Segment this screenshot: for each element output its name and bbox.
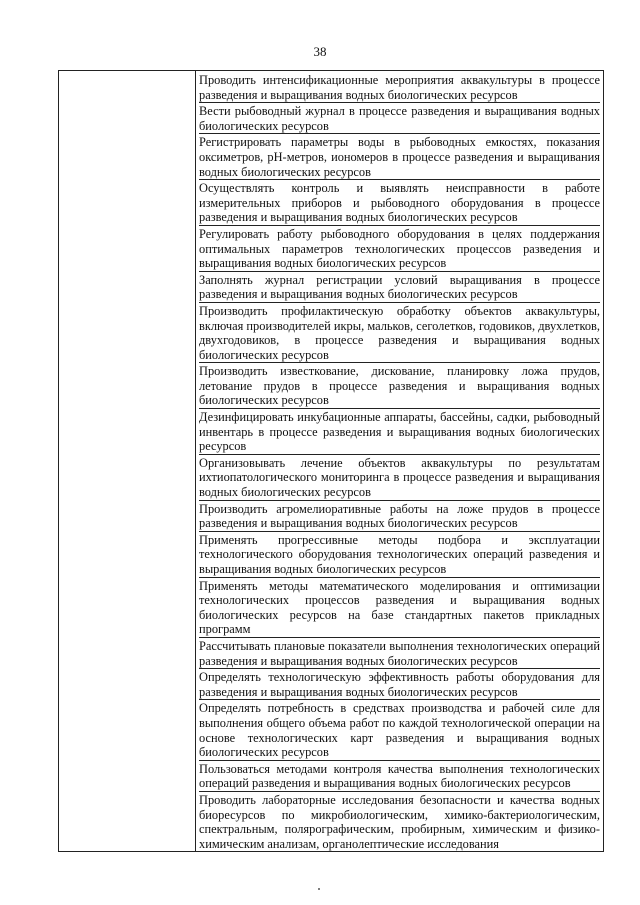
list-item: Дезинфицировать инкубационные аппараты, бассейны, садки, рыбоводный инвентарь в процессе разведения и выращивания водных биологических ресурсов: [199, 410, 600, 454]
list-item: Определять технологическую эффективность работы оборудования для разведения и выращивания водных биологических ресурсов: [199, 670, 600, 699]
list-item: Производить профилактическую обработку объектов аквакультуры, включая производителей икры, мальков, сеголетков, годовиков, двухлетков, двухгодовиков, в процессе разведения и выращивания водных биологических ресурсов: [199, 303, 600, 362]
list-item: Применять прогрессивные методы подбора и эксплуатации технологического оборудования технологических операций разведения и выращивания водных биологических ресурсов: [199, 532, 600, 576]
list-item: Производить известкование, дискование, планировку ложа прудов, летование прудов в процессе разведения и выращивания водных биологических ресурсов: [199, 364, 600, 408]
list-item: Применять методы математического моделирования и оптимизации технологических процессов разведения и выращивания водных биологических ресурсов на базе стандартных пакетов прикладных программ: [199, 578, 600, 637]
page-number: 38: [313, 44, 327, 59]
list-item: Организовывать лечение объектов аквакультуры по результатам ихтиопатологического мониторинга в процессе разведения и выращивания водных биологических ресурсов: [199, 455, 600, 500]
table-row: [59, 71, 604, 852]
list-item: Регистрировать параметры воды в рыбоводных емкостях, показания оксиметров, рН-метров, иономеров в процессе разведения и выращивания водных биологических ресурсов: [199, 135, 600, 179]
empty-left-cell: [59, 71, 196, 852]
list-item: Рассчитывать плановые показатели выполнения технологических операций разведения и выращивания водных биологических ресурсов: [199, 638, 600, 668]
list-item: Проводить лабораторные исследования безопасности и качества водных биоресурсов по микробиологическим, химико-бактериологическим, спектральным, полярографическим, пробирным, химическим и физико-химическим анализам, органолептические исследования: [199, 792, 600, 851]
list-item: Производить агромелиоративные работы на ложе прудов в процессе разведения и выращивания водных биологических ресурсов: [199, 501, 600, 531]
list-item: Пользоваться методами контроля качества выполнения технологических операций разведения и выращивания водных биологических ресурсов: [199, 761, 600, 791]
skills-table: [58, 70, 604, 852]
scan-speck: [318, 888, 320, 890]
list-item: Вести рыбоводный журнал в процессе разведения и выращивания водных биологических ресурсов: [199, 104, 600, 133]
list-item: Проводить интенсификационные мероприятия аквакультуры в процессе разведения и выращивания водных биологических ресурсов: [199, 73, 600, 102]
list-item: Осуществлять контроль и выявлять неисправности в работе измерительных приборов и рыбоводного оборудования в процессе разведения и выращивания водных биологических ресурсов: [199, 181, 600, 225]
list-item: Определять потребность в средствах производства и рабочей силе для выполнения общего объема работ по каждой технологической операции на основе технологических карт разведения и выращивания водных биологических ресурсов: [199, 701, 600, 760]
list-item: Заполнять журнал регистрации условий выращивания в процессе разведения и выращивания водных биологических ресурсов: [199, 272, 600, 302]
skills-list-cell: [196, 71, 604, 852]
list-item: Регулировать работу рыбоводного оборудования в целях поддержания оптимальных параметров технологических процессов разведения и выращивания водных биологических ресурсов: [199, 226, 600, 271]
